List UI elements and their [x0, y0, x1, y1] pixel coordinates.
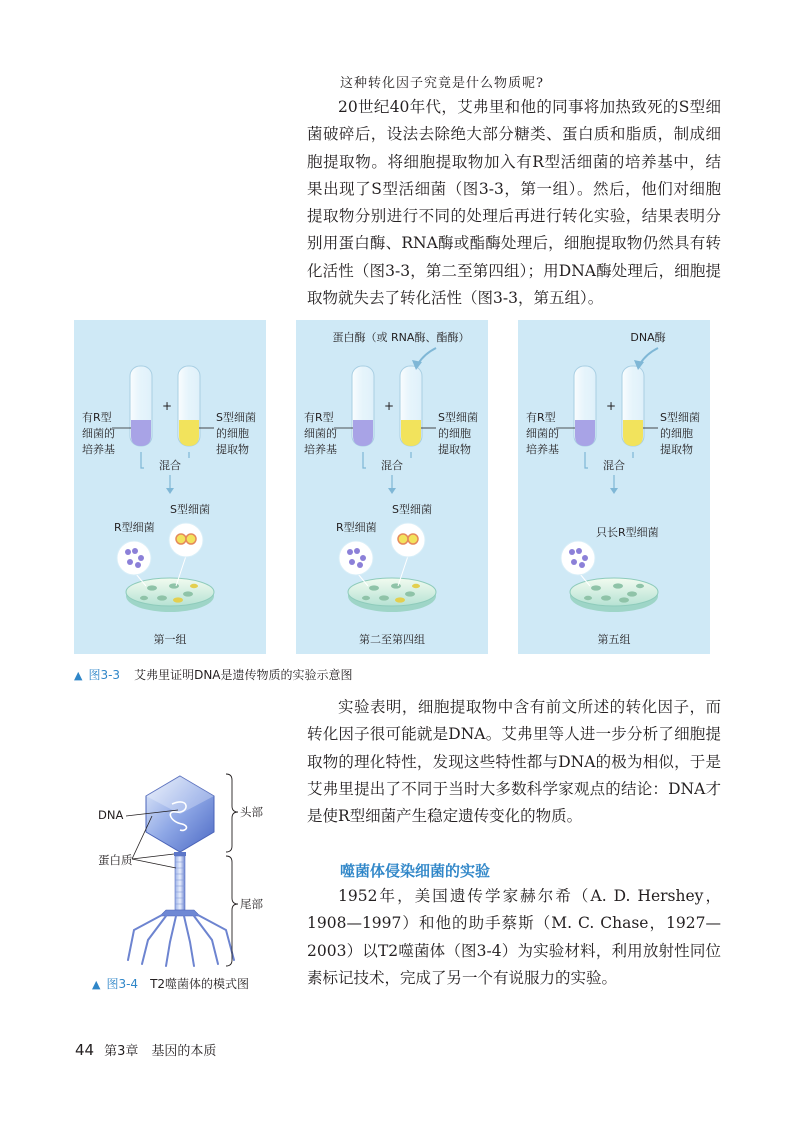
dna-label: DNA: [98, 808, 124, 822]
page-footer: [75, 1040, 216, 1059]
experiment-panel-3: [518, 320, 710, 654]
s-bacteria-label: S型细菌: [392, 503, 432, 516]
caption-text: 艾弗里证明DNA是遗传物质的实验示意图: [134, 668, 353, 682]
plus-sign: +: [384, 399, 395, 413]
figure-number: 图3-3: [88, 668, 121, 682]
enzyme-label: 蛋白酶（或 RNA酶、酯酶）: [332, 331, 470, 344]
s-extract-label: S型细菌 的细胞 提取物: [216, 411, 256, 456]
paragraph-text: 实验表明，细胞提取物中含有前文所述的转化因子，而转化因子很可能就是DNA。艾弗里等人进一步分析了细胞提取物的理化特性，发现这些特性都与DNA的极为相似，于是艾弗里提出了不同于当时大多数科学家观点的结论：DNA才是使R型细菌产生稳定遗传变化的物质。: [307, 698, 721, 826]
paragraph-conclusion: [307, 694, 721, 830]
caption-text: T2噬菌体的模式图: [150, 977, 250, 991]
tail-brace: [226, 856, 238, 966]
r-bacteria-label: R型细菌: [336, 521, 377, 534]
tail-label: 尾部: [240, 897, 263, 911]
mix-label: 混合: [588, 458, 640, 474]
protein-label: 蛋白质: [98, 853, 133, 867]
panel-illustration: [296, 320, 488, 654]
r-bacteria-label: R型细菌: [114, 521, 155, 534]
mix-label: 混合: [144, 458, 196, 474]
s-extract-label: S型细菌 的细胞 提取物: [660, 411, 700, 456]
triangle-icon: ▲: [92, 978, 101, 991]
paragraph-avery-experiment: [307, 94, 721, 312]
triangle-icon: ▲: [74, 669, 83, 682]
group-label: 第二至第四组: [359, 633, 425, 646]
r-medium-label: 有R型 细菌的 培养基: [304, 411, 337, 456]
s-bacteria-label: S型细菌: [170, 503, 210, 516]
mix-label: 混合: [366, 458, 418, 474]
experiment-panel-2: [296, 320, 488, 654]
r-medium-label: 有R型 细菌的 培养基: [82, 411, 115, 456]
tail-fibers: [128, 915, 234, 966]
paragraph-text: 20世纪40年代，艾弗里和他的同事将加热致死的S型细菌破碎后，设法去除绝大部分糖类、蛋白质和脂质，制成细胞提取物。将细胞提取物加入有R型活细菌的培养基中，结果出现了S型活细菌（图3-3，第一组）。然后，他们对细胞提取物分别进行不同的处理后再进行转化实验，结果表明分别用蛋白酶、RNA酶或酯酶处理后，细胞提取物仍然具有转化活性（图3-3，第二至第四组）；用DNA酶处理后，细胞提取物就失去了转化活性（图3-3，第五组）。: [307, 98, 721, 308]
experiment-panel-1: [74, 320, 266, 654]
plus-sign: +: [162, 399, 173, 413]
panel-illustration: [518, 320, 710, 654]
head-brace: [226, 774, 238, 852]
chapter-title: 第3章 基因的本质: [104, 1044, 217, 1059]
enzyme-label: DNA酶: [630, 331, 666, 344]
group-label: 第一组: [153, 633, 187, 646]
phage-illustration: [90, 770, 290, 970]
paragraph-hershey-chase: [307, 883, 721, 992]
phage-tail: [175, 856, 185, 910]
section-heading: 噬菌体侵染细菌的实验: [340, 862, 491, 880]
page-number: 44: [75, 1041, 95, 1059]
figure-number: 图3-4: [106, 977, 139, 991]
r-medium-label: 有R型 细菌的 培养基: [526, 411, 559, 456]
figure-3-4-caption: [92, 975, 249, 992]
panel-illustration: [74, 320, 266, 654]
plus-sign: +: [606, 399, 617, 413]
figure-3-4: [90, 770, 290, 970]
paragraph-text: 1952年，美国遗传学家赫尔希（A. D. Hershey，1908—1997）和他的助手蔡斯（M. C. Chase，1927—2003）以T2噬菌体（图3-4）为实验材料，利用放射性同位素标记技术，完成了另一个有说服力的实验。: [307, 887, 721, 987]
only-r-label: 只长R型细菌: [596, 526, 659, 539]
figure-3-3-caption: [74, 666, 353, 683]
head-label: 头部: [240, 805, 263, 819]
s-extract-label: S型细菌 的细胞 提取物: [438, 411, 478, 456]
group-label: 第五组: [597, 633, 631, 646]
intro-question: 这种转化因子究竟是什么物质呢?: [340, 76, 544, 91]
